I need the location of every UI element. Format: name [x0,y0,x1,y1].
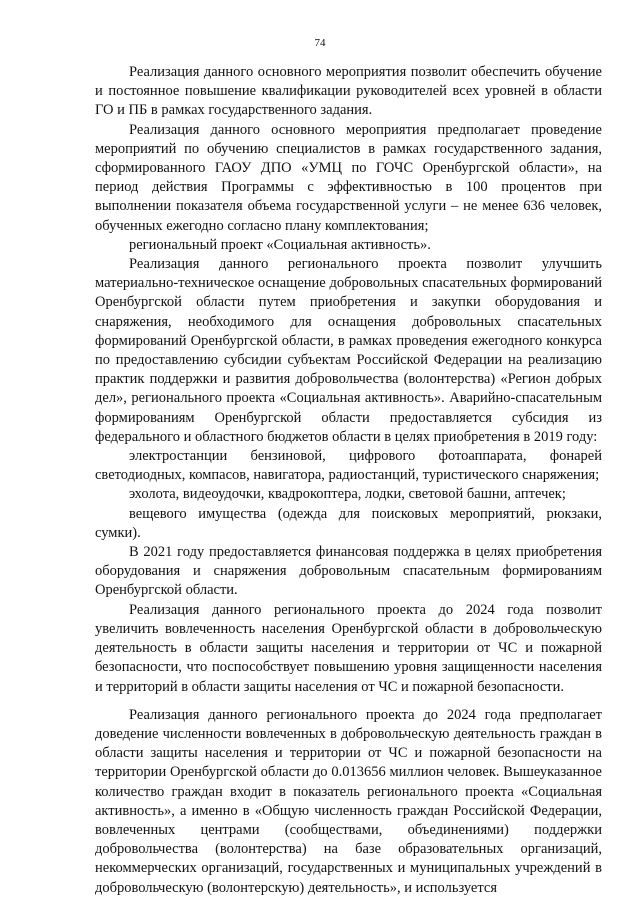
page-number: 74 [314,37,326,49]
paragraph: Реализация данного регионального проекта до 2024 года предполагает доведение численности вовлеченных в добровольческую деятельность граждан в области защиты населения и территории от ЧС и пожарной безопасности на территории Оренбургской области до 0.013656 миллион человек. Вышеуказанное количество граждан входит в показатель регионального проекта «Социальная активность», а именно в «Общую численность граждан Российской Федерации, вовлеченных центрами (сообществами, объединениями) поддержки добровольчества (волонтерства) на базе образовательных организаций, некоммерческих организаций, государственных и муниципальных учреждений в добровольческую (волонтерскую) деятельность», и используется [95,706,602,896]
body-text [95,63,602,898]
paragraph: вещевого имущества (одежда для поисковых мероприятий, рюкзаки, сумки). [95,505,602,541]
paragraph: Реализация данного регионального проекта до 2024 года позволит увеличить вовлеченность населения Оренбургской области в добровольческую деятельность в области защиты населения и территории от ЧС и пожарной безопасности, что поспособствует повышению уровня защищенности населения и территорий в области защиты населения от ЧС и пожарной безопасности. [95,601,602,695]
paragraph: Реализация данного регионального проекта позволит улучшить материально-техническое оснащение добровольных спасательных формирований Оренбургской области путем приобретения и закупки оборудования и снаряжения, необходимого для оснащения добровольных спасательных формирований Оренбургской области, в рамках проведения ежегодного конкурса по предоставлению субсидии субъектам Российской Федерации на реализацию практик поддержки и развития добровольчества (волонтерства) «Регион добрых дел», регионального проекта «Социальная активность». Аварийно-спасательным формированиям Оренбургской области предоставляется субсидия из федерального и областного бюджетов области в целях приобретения в 2019 году: [95,256,602,445]
paragraph: Реализация данного основного мероприятия предполагает проведение мероприятий по обучению специалистов в рамках государственного задания, сформированного ГАОУ ДПО «УМЦ по ГОЧС Оренбургской области», на период действия Программы с эффективностью в 100 процентов при выполнении показателя объема государственной услуги – не менее 636 человек, обученных ежегодно согласно плану комплектования; [95,121,602,234]
paragraph: В 2021 году предоставляется финансовая поддержка в целях приобретения оборудования и снаряжения добровольным спасательным формированиям Оренбургской области. [95,544,602,599]
paragraph: региональный проект «Социальная активность». [129,236,431,253]
paragraph: эхолота, видеоудочки, квадрокоптера, лодки, световой башни, аптечек; [129,486,566,503]
paragraph: Реализация данного основного мероприятия позволит обеспечить обучение и постоянное повышение квалификации руководителей всех уровней в области ГО и ПБ в рамках государственного задания. [95,64,602,119]
paragraph: электростанции бензиновой, цифрового фотоаппарата, фонарей светодиодных, компасов, навигатора, радиостанций, туристического снаряжения; [95,448,602,484]
